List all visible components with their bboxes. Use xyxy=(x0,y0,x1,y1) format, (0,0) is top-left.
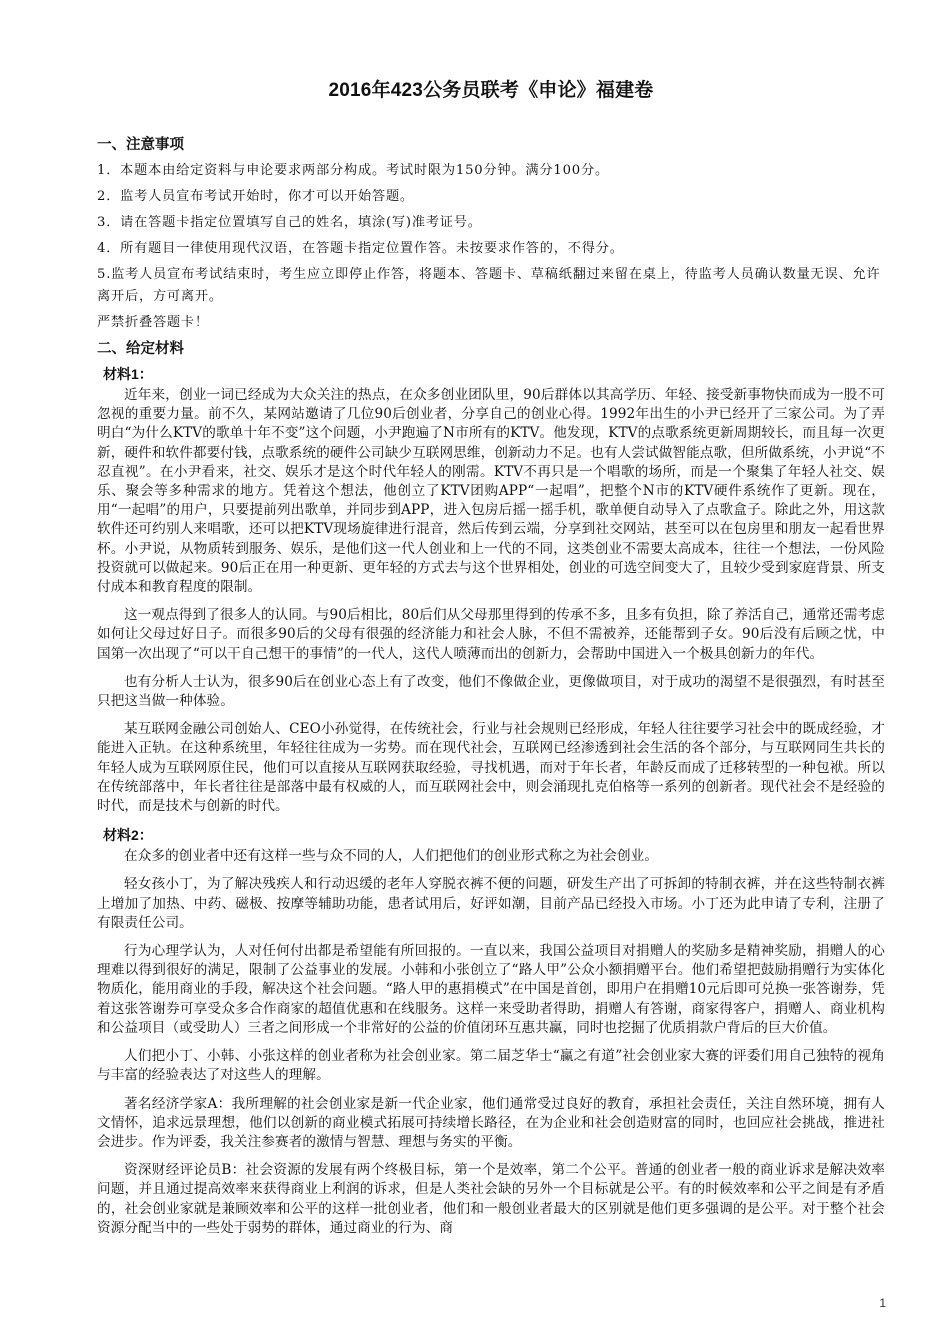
material-2-paragraph: 轻女孩小丁，为了解决残疾人和行动迟缓的老年人穿脱衣裤不便的问题，研发生产出了可拆卸的特制衣裤，并在这些特制衣裤上增加了加热、中药、磁极、按摩等辅助功能，患者试用后，好评如潮，目前产品已经投入市场。小丁还为此申请了专利，注册了有限责任公司。 xyxy=(97,876,885,931)
notice-item-4: 4．所有题目一律使用现代汉语，在答题卡指定位置作答。未按要求作答的，不得分。 xyxy=(97,241,624,256)
material-2-paragraph: 人们把小丁、小韩、小张这样的创业者称为社会创业家。第二届芝华士“赢之有道”社会创业家大赛的评委们用自己独特的视角与丰富的经验表达了对这些人的理解。 xyxy=(97,1048,885,1084)
material-2-paragraph: 著名经济学家A：我所理解的社会创业家是新一代企业家，他们通常受过良好的教育，承担社会责任，关注自然环境，拥有人文情怀，追求远景理想，他们以创新的商业模式拓展可持续增长路径，在为企业和社会创造财富的同时，也回应社会挑战，推进社会进步。作为评委，我关注参赛者的激情与智慧、理想与务实的平衡。 xyxy=(97,1095,885,1150)
notice-item-1: 1．本题本由给定资料与申论要求两部分构成。考试时限为150分钟。满分100分。 xyxy=(97,163,609,178)
materials-heading: 二、给定材料 xyxy=(97,341,184,357)
material-1-label: 材料1： xyxy=(103,366,153,382)
notice-heading: 一、注意事项 xyxy=(97,137,184,153)
document-page xyxy=(97,78,885,1247)
notice-item-2: 2．监考人员宣布考试开始时，你才可以开始答题。 xyxy=(97,189,414,204)
material-1-paragraph: 近年来，创业一词已经成为大众关注的热点，在众多创业团队里，90后群体以其高学历、年轻、接受新事物快而成为一股不可忽视的重要力量。前不久，某网站邀请了几位90后创业者，分享自己的创业心得。1992年出生的小尹已经开了三家公司。为了弄明白“为什么KTV的歌单十年不变”这个问题，小尹跑遍了N市所有的KTV。他发现，KTV的点歌系统更新周期较长，而且每一次更新，硬件和软件都要付钱，点歌系统的硬件公司缺少互联网思维，创新动力不足。也有人尝试做智能点歌，但所做系统，小尹说“不忍直视”。在小尹看来，社交、娱乐才是这个时代年轻人的刚需。KTV不再只是一个唱歌的场所，而是一个聚集了年轻人社交、娱乐、聚会等多种需求的地方。凭着这个想法，他创立了KTV团购APP“一起唱”，把整个N市的KTV硬件系统作了更新。现在，用“一起唱”的用户，只要提前列出歌单，并同步到APP，进入包房后摇一摇手机，歌单便自动导入了点歌盒子。除此之外，用这款软件还可约别人来唱歌，还可以把KTV现场旋律进行混音，然后传到云端，分享到社交网站，甚至可以在包房里和朋友一起看世界杯。小尹说，从物质转到服务、娱乐，是他们这一代人创业和上一代的不同，这类创业不需要太高成本，往往一个想法，一份风险投资就可以做起来。90后正在用一种更新、更年轻的方式去与这个世界相处，创业的可选空间变大了，且较少受到家庭背景、所支付成本和教育程度的限制。 xyxy=(97,387,885,596)
material-2-paragraph: 在众多的创业者中还有这样一些与众不同的人，人们把他们的创业形式称之为社会创业。 xyxy=(124,848,659,865)
page-title: 2016年423公务员联考《申论》福建卷 xyxy=(328,80,654,101)
material-2-paragraph: 资深财经评论员B：社会资源的发展有两个终极目标，第一个是效率，第二个公平。普通的创业者一般的商业诉求是解决效率问题，并且通过提高效率来获得商业上利润的诉求，但是人类社会缺的另外一个目标就是公平。有的时候效率和公平之间是有矛盾的，社会创业家就是兼顾效率和公平的这样一批创业者，他们和一般创业者最大的区别就是他们更多强调的是公平。对于整个社会资源分配当中的一些处于弱势的群体，通过商业的行为、商 xyxy=(97,1162,885,1236)
material-1-paragraph: 某互联网金融公司创始人、CEO小孙觉得，在传统社会，行业与社会规则已经形成，年轻人往往要学习社会中的既成经验，才能进入正轨。在这种系统里，年轻往往成为一劣势。而在现代社会，互联网已经渗透到社会生活的各个部分，与互联网同生共长的年轻人成为互联网原住民，他们可以直接从互联网获取经验，寻找机遇，而对于年长者，年龄反而成了迁移转型的一种包袱。所以在传统部落中，年长者往往是部落中最有权威的人，而互联网社会中，则会涌现扎克伯格等一系列的创新者。现代社会不是经验的时代，而是技术与创新的时代。 xyxy=(97,721,885,815)
material-2-label: 材料2： xyxy=(103,827,153,844)
notice-item-5: 5.监考人员宣布考试结束时，考生应立即停止作答，将题本、答题卡、草稿纸翻过来留在桌上，待监考人员确认数量无误、允许离开后，方可离开。 xyxy=(97,267,881,304)
material-1-paragraph: 也有分析人士认为，很多90后在创业心态上有了改变，他们不像做企业，更像做项目，对于成功的渴望不是很强烈，有时甚至只把这当做一种体验。 xyxy=(97,673,885,710)
notice-warning: 严禁折叠答题卡！ xyxy=(97,315,209,330)
material-1-paragraph: 这一观点得到了很多人的认同。与90后相比，80后们从父母那里得到的传承不多，且多有负担，除了养活自己，通常还需考虑如何让父母过好日子。而很多90后的父母有很强的经济能力和社会人脉，不但不需被养，还能帮到子女。90后没有后顾之忧，中国第一次出现了“可以干自己想干的事情”的一代人，这代人喷薄而出的创新力，会帮助中国进入一个极具创新力的年代。 xyxy=(97,607,885,662)
material-2-paragraph: 行为心理学认为，人对任何付出都是希望能有所回报的。一直以来，我国公益项目对捐赠人的奖励多是精神奖励，捐赠人的心理难以得到很好的满足，限制了公益事业的发展。小韩和小张创立了“路人甲”公众小额捐赠平台。他们希望把鼓励捐赠行为实体化物质化，能用商业的手段，解决这个社会问题。“路人甲的惠捐模式”在中国是首创，即用户在捐赠10元后即可兑换一张答谢券，凭着这张答谢券可享受众多合作商家的超值优惠和在线服务。这样一来受助者得助，捐赠人有答谢，商家得客户，捐赠人、商业机构和公益项目（或受助人）三者之间形成一个非常好的公益的价值闭环互惠共赢，同时也挖掘了优质捐款户背后的巨大价值。 xyxy=(97,943,885,1036)
page-number: 1 xyxy=(879,1296,886,1310)
notice-item-3: 3．请在答题卡指定位置填写自己的姓名，填涂(写)准考证号。 xyxy=(97,215,482,230)
